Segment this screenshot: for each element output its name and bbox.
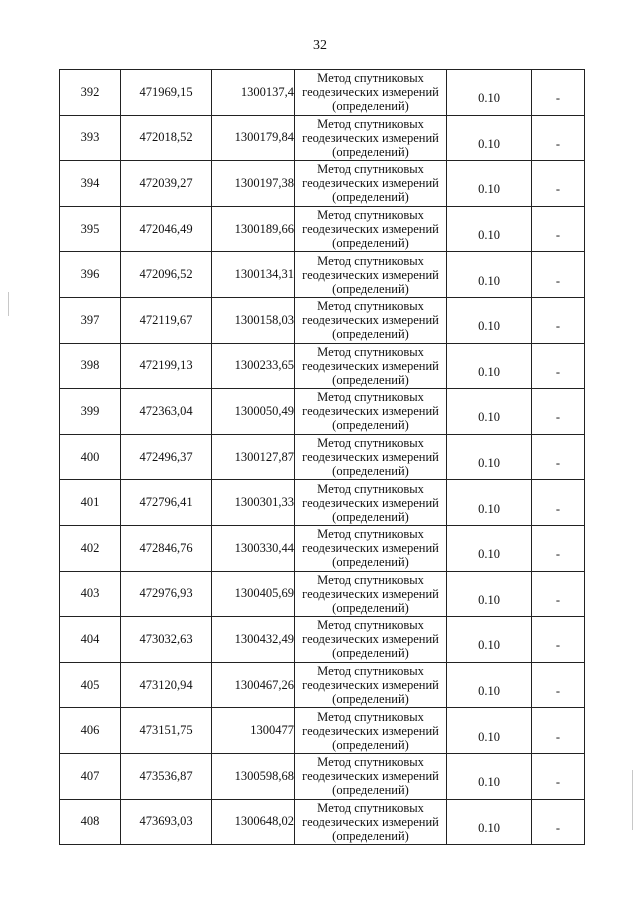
method-cell bbox=[295, 753, 447, 799]
method-cell bbox=[295, 571, 447, 617]
method-cell bbox=[295, 662, 447, 708]
accuracy-cell bbox=[447, 70, 532, 116]
note-cell bbox=[532, 799, 585, 845]
y-coordinate-cell: 1300197,38 bbox=[212, 161, 295, 207]
accuracy-cell bbox=[447, 252, 532, 298]
table-row bbox=[60, 525, 585, 571]
method-line: Метод спутниковых bbox=[317, 390, 424, 405]
accuracy-cell bbox=[447, 297, 532, 343]
method-cell bbox=[295, 70, 447, 116]
method-line: геодезических измерений bbox=[302, 358, 439, 373]
method-cell bbox=[295, 115, 447, 161]
accuracy-value: 0.10 bbox=[478, 136, 500, 151]
accuracy-value: 0.10 bbox=[478, 364, 500, 379]
y-coordinate-cell: 1300137,4 bbox=[212, 70, 295, 116]
method-line: геодезических измерений bbox=[302, 85, 439, 100]
y-coordinate-cell: 1300477 bbox=[212, 708, 295, 754]
accuracy-value: 0.10 bbox=[478, 273, 500, 288]
x-coordinate-cell: 472846,76 bbox=[121, 525, 212, 571]
note-cell bbox=[532, 480, 585, 526]
y-coordinate-cell: 1300432,49 bbox=[212, 617, 295, 663]
point-number-cell: 406 bbox=[60, 708, 121, 754]
table-row bbox=[60, 70, 585, 116]
y-coordinate-cell: 1300189,66 bbox=[212, 206, 295, 252]
method-line: (определений) bbox=[332, 783, 409, 798]
accuracy-value: 0.10 bbox=[478, 410, 500, 425]
note-value: - bbox=[555, 182, 561, 197]
table-row bbox=[60, 799, 585, 845]
method-line: геодезических измерений bbox=[302, 632, 439, 647]
table-row bbox=[60, 389, 585, 435]
method-cell bbox=[295, 799, 447, 845]
method-cell bbox=[295, 297, 447, 343]
note-value: - bbox=[555, 319, 561, 334]
note-cell bbox=[532, 662, 585, 708]
note-value: - bbox=[555, 547, 561, 562]
note-value: - bbox=[555, 775, 561, 790]
method-line: Метод спутниковых bbox=[317, 299, 424, 314]
accuracy-value: 0.10 bbox=[478, 684, 500, 699]
accuracy-cell bbox=[447, 571, 532, 617]
method-line: Метод спутниковых bbox=[317, 481, 424, 496]
accuracy-cell bbox=[447, 115, 532, 161]
method-line: геодезических измерений bbox=[302, 404, 439, 419]
method-line: Метод спутниковых bbox=[317, 344, 424, 359]
point-number-cell: 408 bbox=[60, 799, 121, 845]
method-line: Метод спутниковых bbox=[317, 527, 424, 542]
accuracy-cell bbox=[447, 480, 532, 526]
x-coordinate-cell: 472796,41 bbox=[121, 480, 212, 526]
note-cell bbox=[532, 571, 585, 617]
method-line: (определений) bbox=[332, 418, 409, 433]
table-row bbox=[60, 161, 585, 207]
method-line: Метод спутниковых bbox=[317, 71, 424, 86]
method-line: Метод спутниковых bbox=[317, 116, 424, 131]
y-coordinate-cell: 1300134,31 bbox=[212, 252, 295, 298]
method-line: Метод спутниковых bbox=[317, 709, 424, 724]
point-number-cell: 398 bbox=[60, 343, 121, 389]
point-number-cell: 402 bbox=[60, 525, 121, 571]
method-line: геодезических измерений bbox=[302, 313, 439, 328]
note-value: - bbox=[555, 820, 561, 835]
table-row bbox=[60, 753, 585, 799]
method-cell bbox=[295, 343, 447, 389]
method-cell bbox=[295, 525, 447, 571]
y-coordinate-cell: 1300598,68 bbox=[212, 753, 295, 799]
y-coordinate-cell: 1300179,84 bbox=[212, 115, 295, 161]
method-cell bbox=[295, 617, 447, 663]
point-number-cell: 405 bbox=[60, 662, 121, 708]
x-coordinate-cell: 473693,03 bbox=[121, 799, 212, 845]
y-coordinate-cell: 1300330,44 bbox=[212, 525, 295, 571]
x-coordinate-cell: 473032,63 bbox=[121, 617, 212, 663]
method-cell bbox=[295, 252, 447, 298]
method-line: геодезических измерений bbox=[302, 267, 439, 282]
table-row bbox=[60, 662, 585, 708]
method-line: (определений) bbox=[332, 281, 409, 296]
y-coordinate-cell: 1300158,03 bbox=[212, 297, 295, 343]
accuracy-value: 0.10 bbox=[478, 547, 500, 562]
y-coordinate-cell: 1300467,26 bbox=[212, 662, 295, 708]
method-line: (определений) bbox=[332, 692, 409, 707]
point-number-cell: 404 bbox=[60, 617, 121, 663]
method-line: геодезических измерений bbox=[302, 541, 439, 556]
y-coordinate-cell: 1300050,49 bbox=[212, 389, 295, 435]
note-value: - bbox=[555, 638, 561, 653]
point-number-cell: 394 bbox=[60, 161, 121, 207]
note-cell bbox=[532, 434, 585, 480]
accuracy-cell bbox=[447, 389, 532, 435]
x-coordinate-cell: 472199,13 bbox=[121, 343, 212, 389]
y-coordinate-cell: 1300648,02 bbox=[212, 799, 295, 845]
accuracy-value: 0.10 bbox=[478, 319, 500, 334]
accuracy-cell bbox=[447, 343, 532, 389]
note-value: - bbox=[555, 456, 561, 471]
x-coordinate-cell: 472018,52 bbox=[121, 115, 212, 161]
note-cell bbox=[532, 70, 585, 116]
note-cell bbox=[532, 525, 585, 571]
note-cell bbox=[532, 206, 585, 252]
method-line: геодезических измерений bbox=[302, 176, 439, 191]
method-line: (определений) bbox=[332, 327, 409, 342]
table-row bbox=[60, 708, 585, 754]
accuracy-cell bbox=[447, 617, 532, 663]
method-cell bbox=[295, 708, 447, 754]
method-cell bbox=[295, 389, 447, 435]
note-cell bbox=[532, 389, 585, 435]
accuracy-cell bbox=[447, 708, 532, 754]
method-line: (определений) bbox=[332, 828, 409, 843]
method-cell bbox=[295, 161, 447, 207]
note-value: - bbox=[555, 410, 561, 425]
point-number-cell: 396 bbox=[60, 252, 121, 298]
accuracy-value: 0.10 bbox=[478, 228, 500, 243]
accuracy-value: 0.10 bbox=[478, 456, 500, 471]
method-line: (определений) bbox=[332, 737, 409, 752]
note-value: - bbox=[555, 684, 561, 699]
accuracy-cell bbox=[447, 206, 532, 252]
accuracy-value: 0.10 bbox=[478, 775, 500, 790]
note-cell bbox=[532, 161, 585, 207]
table-row bbox=[60, 617, 585, 663]
note-cell bbox=[532, 297, 585, 343]
table-row bbox=[60, 434, 585, 480]
method-line: Метод спутниковых bbox=[317, 162, 424, 177]
x-coordinate-cell: 472039,27 bbox=[121, 161, 212, 207]
accuracy-value: 0.10 bbox=[478, 182, 500, 197]
accuracy-value: 0.10 bbox=[478, 729, 500, 744]
x-coordinate-cell: 473120,94 bbox=[121, 662, 212, 708]
table-row bbox=[60, 206, 585, 252]
coordinates-table bbox=[59, 69, 585, 845]
x-coordinate-cell: 473536,87 bbox=[121, 753, 212, 799]
method-line: Метод спутниковых bbox=[317, 572, 424, 587]
accuracy-cell bbox=[447, 753, 532, 799]
note-value: - bbox=[555, 228, 561, 243]
table-row bbox=[60, 480, 585, 526]
method-line: (определений) bbox=[332, 190, 409, 205]
method-line: (определений) bbox=[332, 144, 409, 159]
note-value: - bbox=[555, 91, 561, 106]
method-line: (определений) bbox=[332, 236, 409, 251]
scan-mark-left bbox=[8, 292, 9, 316]
note-cell bbox=[532, 708, 585, 754]
method-line: Метод спутниковых bbox=[317, 208, 424, 223]
accuracy-value: 0.10 bbox=[478, 91, 500, 106]
x-coordinate-cell: 472496,37 bbox=[121, 434, 212, 480]
accuracy-cell bbox=[447, 525, 532, 571]
table-row bbox=[60, 115, 585, 161]
point-number-cell: 393 bbox=[60, 115, 121, 161]
note-cell bbox=[532, 343, 585, 389]
x-coordinate-cell: 473151,75 bbox=[121, 708, 212, 754]
method-line: Метод спутниковых bbox=[317, 755, 424, 770]
method-line: (определений) bbox=[332, 600, 409, 615]
method-line: (определений) bbox=[332, 555, 409, 570]
note-value: - bbox=[555, 364, 561, 379]
note-value: - bbox=[555, 136, 561, 151]
point-number-cell: 397 bbox=[60, 297, 121, 343]
note-value: - bbox=[555, 592, 561, 607]
table-row bbox=[60, 252, 585, 298]
note-cell bbox=[532, 753, 585, 799]
method-line: геодезических измерений bbox=[302, 450, 439, 465]
method-line: (определений) bbox=[332, 372, 409, 387]
accuracy-value: 0.10 bbox=[478, 501, 500, 516]
method-line: геодезических измерений bbox=[302, 723, 439, 738]
method-line: геодезических измерений bbox=[302, 586, 439, 601]
x-coordinate-cell: 472046,49 bbox=[121, 206, 212, 252]
table-body bbox=[60, 70, 585, 845]
method-line: (определений) bbox=[332, 99, 409, 114]
method-line: геодезических измерений bbox=[302, 678, 439, 693]
method-line: (определений) bbox=[332, 509, 409, 524]
accuracy-cell bbox=[447, 434, 532, 480]
point-number-cell: 395 bbox=[60, 206, 121, 252]
method-line: Метод спутниковых bbox=[317, 253, 424, 268]
method-line: геодезических измерений bbox=[302, 769, 439, 784]
accuracy-value: 0.10 bbox=[478, 592, 500, 607]
x-coordinate-cell: 471969,15 bbox=[121, 70, 212, 116]
y-coordinate-cell: 1300127,87 bbox=[212, 434, 295, 480]
method-cell bbox=[295, 480, 447, 526]
note-cell bbox=[532, 617, 585, 663]
method-line: геодезических измерений bbox=[302, 222, 439, 237]
method-line: (определений) bbox=[332, 646, 409, 661]
point-number-cell: 400 bbox=[60, 434, 121, 480]
y-coordinate-cell: 1300405,69 bbox=[212, 571, 295, 617]
method-line: (определений) bbox=[332, 464, 409, 479]
x-coordinate-cell: 472976,93 bbox=[121, 571, 212, 617]
method-line: Метод спутниковых bbox=[317, 800, 424, 815]
method-line: Метод спутниковых bbox=[317, 664, 424, 679]
table-row bbox=[60, 571, 585, 617]
point-number-cell: 401 bbox=[60, 480, 121, 526]
y-coordinate-cell: 1300301,33 bbox=[212, 480, 295, 526]
note-value: - bbox=[555, 501, 561, 516]
point-number-cell: 403 bbox=[60, 571, 121, 617]
point-number-cell: 399 bbox=[60, 389, 121, 435]
x-coordinate-cell: 472363,04 bbox=[121, 389, 212, 435]
method-line: Метод спутниковых bbox=[317, 618, 424, 633]
accuracy-value: 0.10 bbox=[478, 820, 500, 835]
accuracy-cell bbox=[447, 799, 532, 845]
y-coordinate-cell: 1300233,65 bbox=[212, 343, 295, 389]
accuracy-cell bbox=[447, 161, 532, 207]
page-number: 32 bbox=[313, 38, 327, 53]
note-cell bbox=[532, 252, 585, 298]
point-number-cell: 392 bbox=[60, 70, 121, 116]
point-number-cell: 407 bbox=[60, 753, 121, 799]
method-line: геодезических измерений bbox=[302, 130, 439, 145]
method-line: геодезических измерений bbox=[302, 814, 439, 829]
scan-mark-right bbox=[632, 770, 633, 830]
x-coordinate-cell: 472119,67 bbox=[121, 297, 212, 343]
method-line: Метод спутниковых bbox=[317, 436, 424, 451]
accuracy-value: 0.10 bbox=[478, 638, 500, 653]
note-cell bbox=[532, 115, 585, 161]
table-row bbox=[60, 297, 585, 343]
method-line: геодезических измерений bbox=[302, 495, 439, 510]
method-cell bbox=[295, 206, 447, 252]
method-cell bbox=[295, 434, 447, 480]
accuracy-cell bbox=[447, 662, 532, 708]
x-coordinate-cell: 472096,52 bbox=[121, 252, 212, 298]
table-row bbox=[60, 343, 585, 389]
note-value: - bbox=[555, 729, 561, 744]
note-value: - bbox=[555, 273, 561, 288]
